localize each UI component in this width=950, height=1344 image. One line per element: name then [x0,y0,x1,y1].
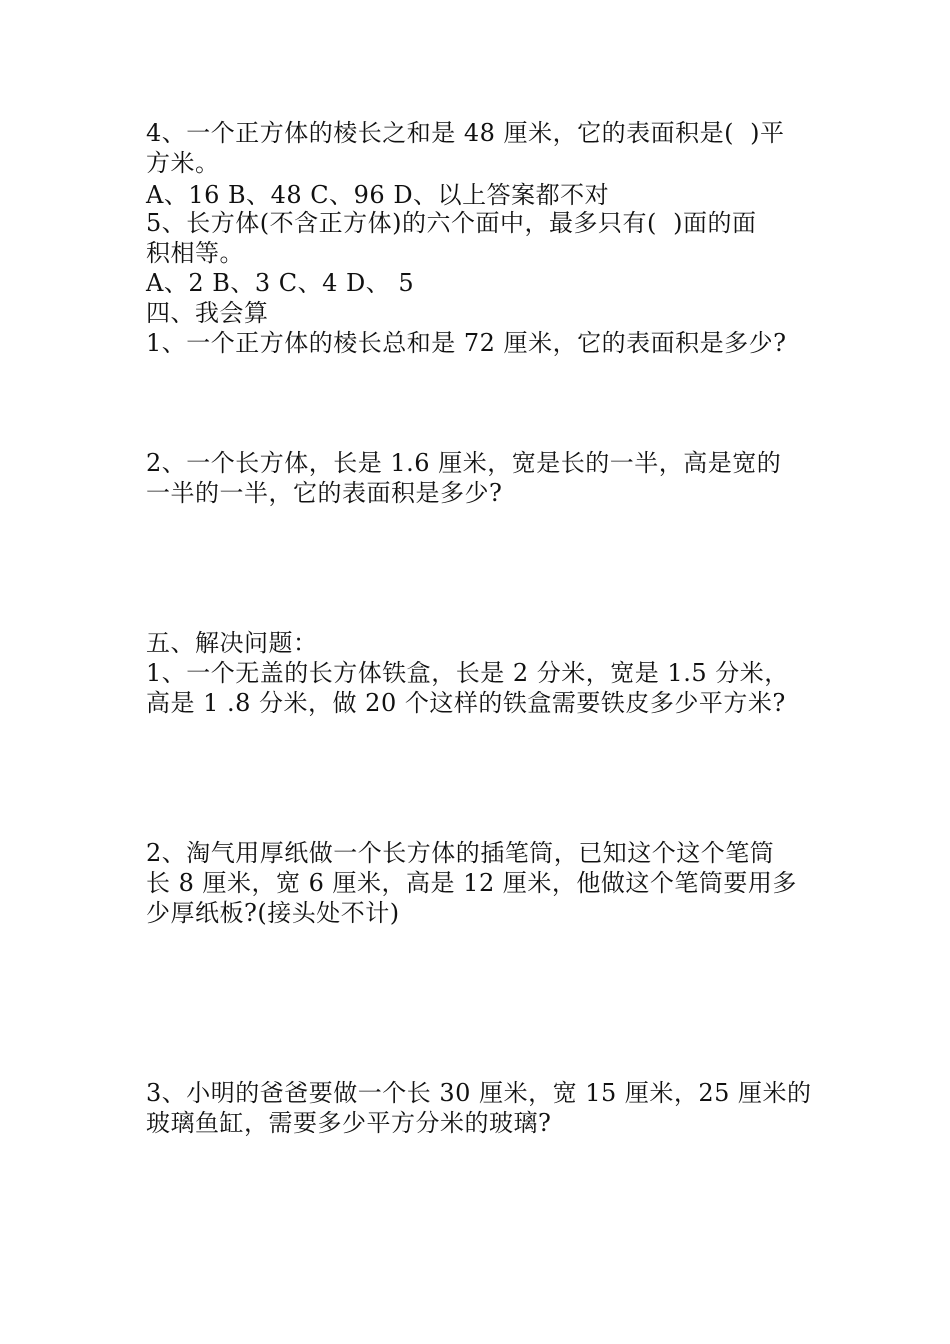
text-line-solve-3: 3、小明的爸爸要做一个长 30 厘米，宽 15 厘米，25 厘米的 [146,1079,812,1107]
text-line-q4: 4、一个正方体的棱长之和是 48 厘米，它的表面积是( )平 [146,119,785,147]
section-heading-calculate: 四、我会算 [146,299,269,327]
text-line-solve-2-cont2: 少厚纸板?(接头处不计) [146,899,400,927]
text-line-q4-options: A、16 B、48 C、96 D、以上答案都不对 [146,181,610,209]
text-line-solve-1-cont: 高是 1 .8 分米，做 20 个这样的铁盒需要铁皮多少平方米? [146,689,786,717]
text-line-q5-options: A、2 B、3 C、4 D、 5 [146,269,415,297]
text-line-solve-2-cont: 长 8 厘米，宽 6 厘米，高是 12 厘米，他做这个笔筒要用多 [146,869,797,897]
section-heading-solve: 五、解决问题： [146,629,318,657]
text-line-q4-cont: 方米。 [146,149,220,177]
text-line-solve-3-cont: 玻璃鱼缸，需要多少平方分米的玻璃? [146,1109,552,1137]
text-line-q5-cont: 积相等。 [146,239,244,267]
text-line-solve-2: 2、淘气用厚纸做一个长方体的插笔筒，已知这个这个笔筒 [146,839,775,867]
text-line-calc-1: 1、一个正方体的棱长总和是 72 厘米，它的表面积是多少? [146,329,787,357]
text-line-calc-2: 2、一个长方体，长是 1.6 厘米，宽是长的一半，高是宽的 [146,449,782,477]
text-line-q5: 5、长方体(不含正方体)的六个面中，最多只有( )面的面 [146,209,757,237]
text-line-calc-2-cont: 一半的一半，它的表面积是多少? [146,479,503,507]
text-line-solve-1: 1、一个无盖的长方体铁盒，长是 2 分米，宽是 1.5 分米， [146,659,789,687]
